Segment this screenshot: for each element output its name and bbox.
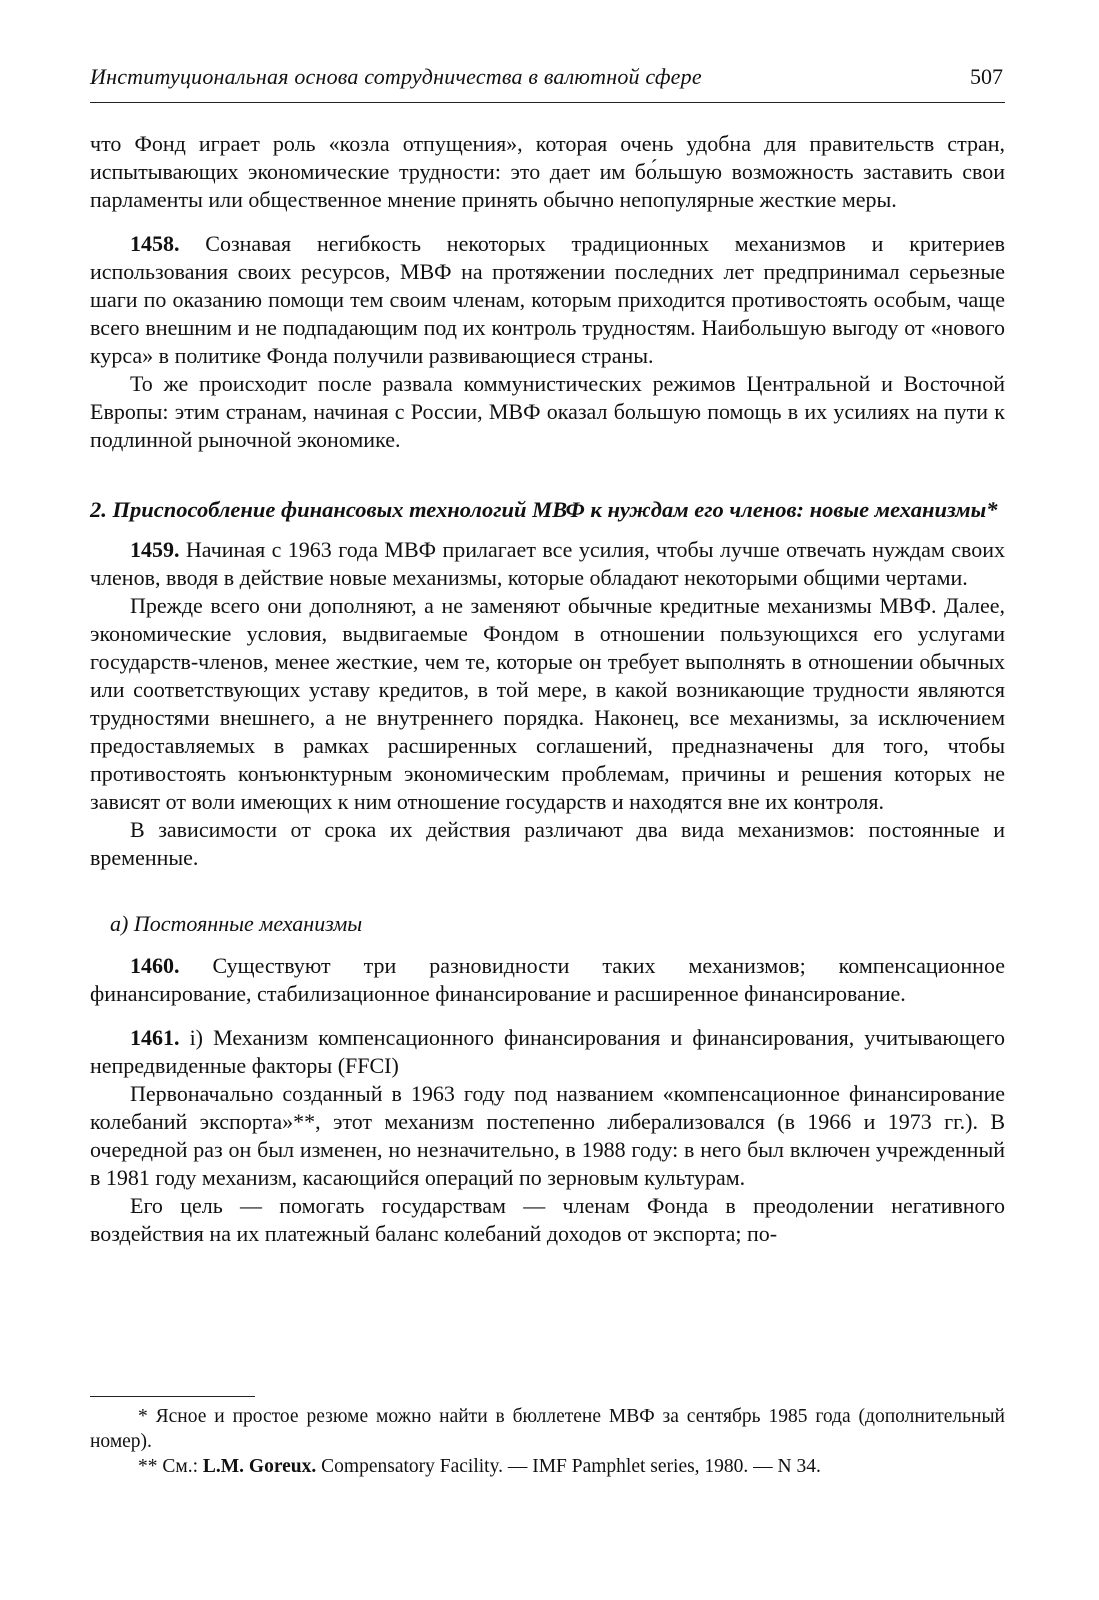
- paragraph-number-1461: 1461.: [130, 1025, 180, 1050]
- paragraph-1459-text: Начиная с 1963 года МВФ прилагает все усилия, чтобы лучше отвечать нуждам своих членов, вводя в действие новые механизмы, которые обладают некоторыми общими чертами.: [90, 537, 1005, 590]
- paragraph-1458-continued: То же происходит после развала коммунистических режимов Центральной и Восточной Европы: этим странам, начиная с России, МВФ оказал большую помощь в их усилиях на пути к подлинной рыночной экономике.: [90, 371, 1005, 452]
- paragraph-1459-second: Прежде всего они дополняют, а не заменяют обычные кредитные механизмы МВФ. Далее, экономические условия, выдвигаемые Фондом в отношении пользующихся его услугами государств-членов, менее жесткие, чем те, которые он требует выполнять в отношении обычных или соответствующих уставу кредитов, в той мере, в какой возникающие трудности являются трудностями внешнего, а не внутреннего порядка. Наконец, все механизмы, за исключением предоставляемых в рамках расширенных соглашений, предназначены для того, чтобы противостоять конъюнктурным экономическим проблемам, причины и решения которых не зависят от воли имеющих к ним отношение государств и находятся вне их контроля.: [90, 593, 1005, 814]
- footnotes: [90, 1404, 1005, 1479]
- body-text: [90, 130, 1005, 1248]
- paragraph-1458-text: Сознавая негибкость некоторых традиционных механизмов и критериев использования своих ресурсов, МВФ на протяжении последних лет предпринимал серьезные шаги по оказанию помощи тем своим членам, которым приходится противостоять особым, чаще всего внешним и не подпадающим под их контроль трудностям. Наибольшую выгоду от «нового курса» в политике Фонда получили развивающиеся страны.: [90, 231, 1005, 368]
- paragraph-1458: [90, 230, 1005, 370]
- paragraph-1461-text: i) Механизм компенсационного финансирования и финансирования, учитывающего непредвиденные факторы (FFCI): [90, 1025, 1005, 1078]
- footnote-2-author: L.M. Goreux.: [202, 1456, 317, 1477]
- paragraph-continued: что Фонд играет роль «козла отпущения», которая очень удобна для правительств стран, испытывающих экономические трудности: это дает им бо́льшую возможность заставить свои парламенты или общественное мнение принять обычно непопулярные жесткие меры.: [90, 131, 1005, 212]
- paragraph-1461-third: Его цель — помогать государствам — членам Фонда в преодолении негативного воздействия на их платежный баланс колебаний доходов от экспорта; по-: [90, 1193, 1005, 1246]
- paragraph-number-1460: 1460.: [130, 953, 180, 978]
- footnote-divider: [90, 1396, 255, 1397]
- page-number: 507: [970, 64, 1003, 89]
- paragraph-1459: [90, 536, 1005, 592]
- paragraph-number-1459: 1459.: [130, 537, 180, 562]
- paragraph-1459-third: В зависимости от срока их действия различают два вида механизмов: постоянные и временные.: [90, 817, 1005, 870]
- paragraph-1460: [90, 952, 1005, 1008]
- footnote-2-rest: Compensatory Facility. — IMF Pamphlet series, 1980. — N 34.: [316, 1456, 821, 1477]
- paragraph-number-1458: 1458.: [130, 231, 180, 256]
- footnote-2: [90, 1454, 1005, 1479]
- running-header: [90, 62, 1005, 103]
- paragraph-1461-second: Первоначально созданный в 1963 году под названием «компенсационное финансирование колебаний экспорта»**, этот механизм постепенно либерализовался (в 1966 и 1973 гг.). В очередной раз он был изменен, но незначительно, в 1988 году: в него был включен учрежденный в 1981 году механизм, касающийся операций по зерновым культурам.: [90, 1081, 1005, 1190]
- running-title: Институциональная основа сотрудничества в валютной сфере: [90, 64, 702, 89]
- subsection-heading-a: а) Постоянные механизмы: [110, 911, 363, 936]
- paragraph-1461: [90, 1024, 1005, 1080]
- footnote-1: * Ясное и простое резюме можно найти в бюллетене МВФ за сентябрь 1985 года (дополнительный номер).: [90, 1406, 1005, 1452]
- footnote-2-prefix: ** См.:: [138, 1456, 203, 1477]
- section-heading-2: 2. Приспособление финансовых технологий МВФ к нуждам его членов: новые механизмы*: [90, 497, 998, 522]
- paragraph-1460-text: Существуют три разновидности таких механизмов; компенсационное финансирование, стабилизационное финансирование и расширенное финансирование.: [90, 953, 1005, 1006]
